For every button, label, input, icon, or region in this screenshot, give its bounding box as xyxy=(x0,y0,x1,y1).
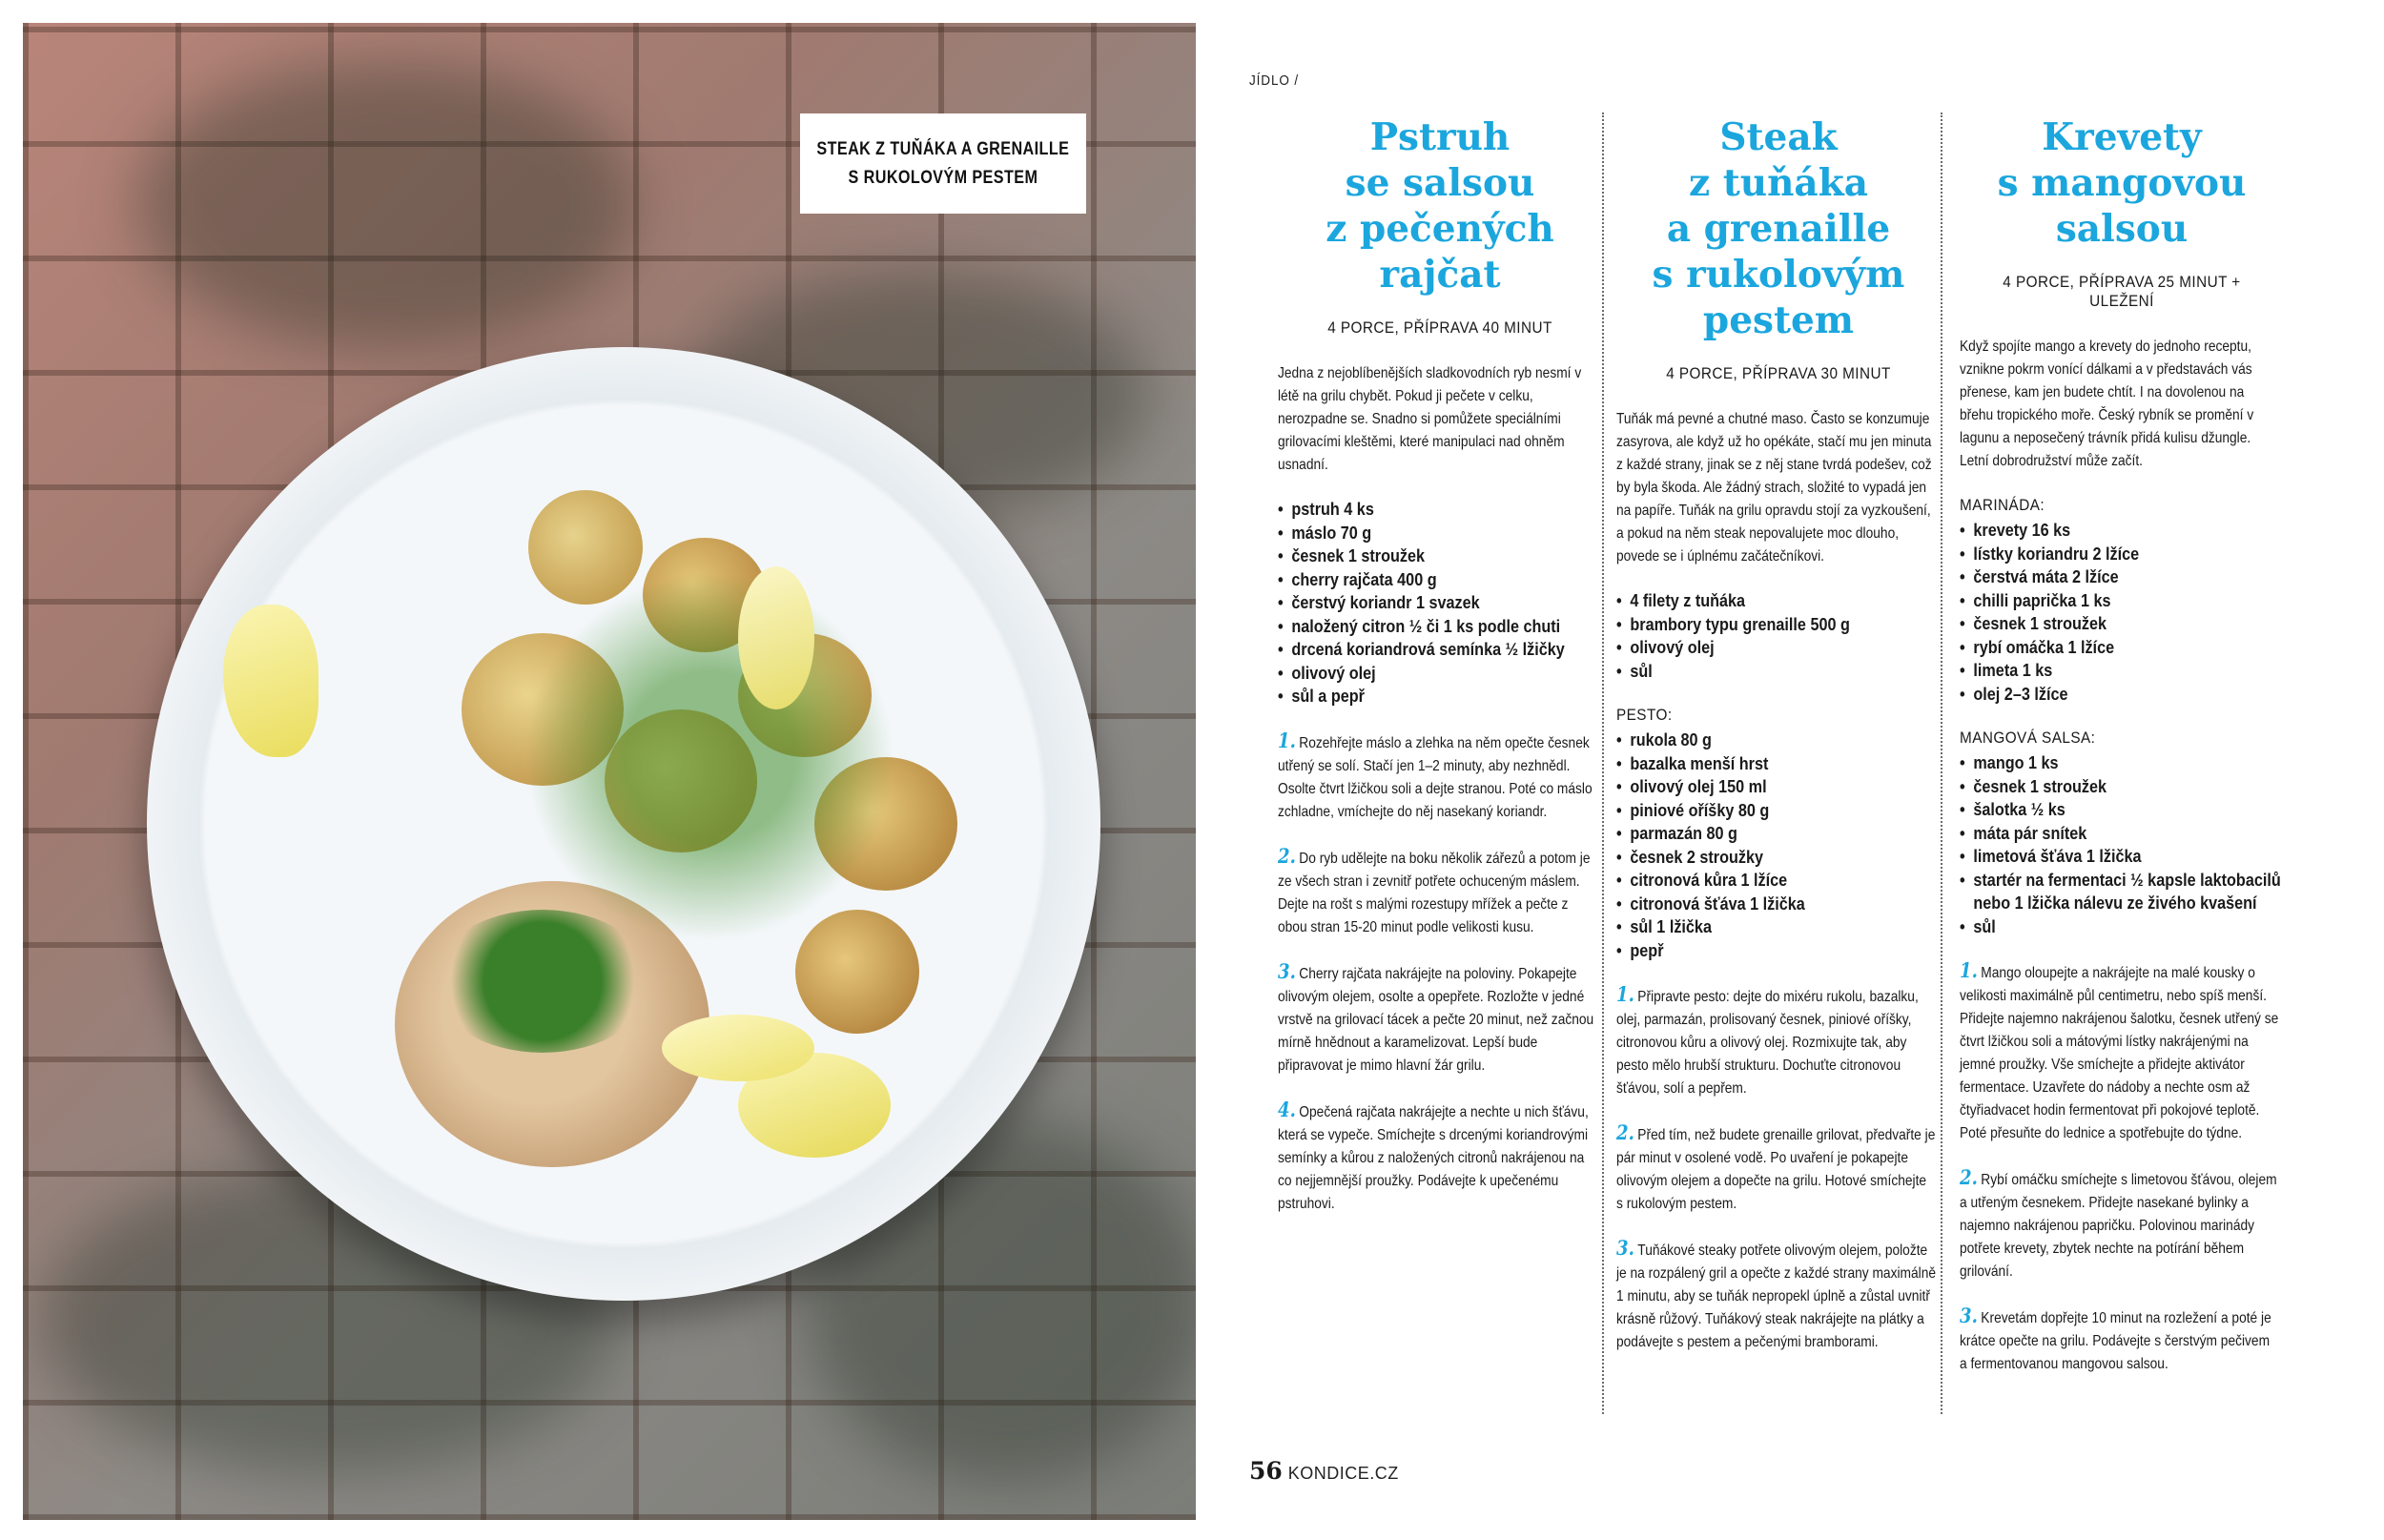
ingredient: • bazalka menší hrst xyxy=(1616,752,1939,776)
photo-caption xyxy=(800,113,1086,214)
ingredient: • lístky koriandru 2 lžíce xyxy=(1960,543,2282,566)
recipe-step: 2. Před tím, než budete grenaille grilovat, předvařte je pár minut v osolené vodě. Po uvaření je pokapejte olivovým olejem a dopečte na grilu. Hotové smíchejte s rukolovým pestem. xyxy=(1616,1120,1936,1212)
recipe-intro: Tuňák má pevné a chutné maso. Často se konzumuje zasyrova, ale když už ho opékáte, stačí mu jen minuta z každé strany, jinak se z něj stane tvrdá podešev, což by byla škoda. Ale žádný strach, složité to vypadá jen na papíře. Tuňák na grilu opravdu stojí za vyzkoušení, a pokud na něm steak nepovalujete moc dlouho, povede se i úplnému začátečníkovi. xyxy=(1616,411,1932,565)
ingredient: • čerstvý koriandr 1 svazek xyxy=(1278,591,1600,615)
ingredient: • piniové oříšky 80 g xyxy=(1616,799,1939,823)
ingredient: • citronová šťáva 1 lžička xyxy=(1616,893,1939,916)
recipe-step: 3. Krevetám dopřejte 10 minut na rozležení a poté je krátce opečte na grilu. Podávejte s čerstvým pečivem a fermentovanou mangovou salsou. xyxy=(1960,1304,2271,1372)
recipe-steak-tunak xyxy=(1616,114,1941,1354)
magazine-name: KONDICE.CZ xyxy=(1287,1464,1399,1483)
recipe-step: 3. Cherry rajčata nakrájejte na poloviny. Pokapejte olivovým olejem, osolte a opepřete. Rozložte v jedné vrstvě na grilovací tácek a pečte 20 minut, než začnou mírně hnědnout a karamelizovat. Lepší bude připravovat je mimo hlavní žár grilu. xyxy=(1278,958,1594,1074)
page-footer xyxy=(1249,1457,1399,1485)
ingredient-group-label: MANGOVÁ SALSA: xyxy=(1960,729,2096,747)
ingredient: • limetová šťáva 1 lžička xyxy=(1960,845,2282,869)
column-divider xyxy=(1941,113,1943,1414)
column-divider xyxy=(1602,113,1605,1414)
ingredient: • brambory typu grenaille 500 g xyxy=(1616,613,1939,637)
pesto-ingredient-list xyxy=(1616,729,1939,962)
recipe-title: Krevety s mangovou salsou xyxy=(1997,115,2247,251)
ingredient: • olivový olej xyxy=(1278,662,1600,686)
food-photo xyxy=(23,23,1196,1520)
recipe-step: 1. Připravte pesto: dejte do mixéru rukolu, bazalku, olej, parmazán, prolisovaný česnek, piniové oříšky, citronovou kůru a olivový olej. Rozmixujte tak, aby pesto mělo hrubší strukturu. Dochuťte citronovou šťávou, solí a pepřem. xyxy=(1616,982,1919,1097)
recipe-portions: 4 PORCE, PŘÍPRAVA 30 MINUT xyxy=(1666,364,1891,382)
ingredient: • 4 filety z tuňáka xyxy=(1616,589,1939,613)
recipe-title: Steak z tuňáka a grenaille s rukolovým pestem xyxy=(1652,115,1905,342)
page-number: 56 xyxy=(1249,1457,1283,1485)
ingredient: • parmazán 80 g xyxy=(1616,822,1939,846)
ingredient: • drcená koriandrová semínka ½ lžičky xyxy=(1278,638,1600,662)
photo-caption-line-2: S RUKOLOVÝM PESTEM xyxy=(848,167,1038,188)
ingredient: • česnek 1 stroužek xyxy=(1960,612,2282,636)
ingredient: • sůl xyxy=(1616,660,1939,684)
recipe-portions: 4 PORCE, PŘÍPRAVA 40 MINUT xyxy=(1327,318,1552,337)
ingredient: • rybí omáčka 1 lžíce xyxy=(1960,636,2282,660)
ingredient: • cherry rajčata 400 g xyxy=(1278,568,1600,592)
ingredient: • šalotka ½ ks xyxy=(1960,798,2282,822)
plate xyxy=(147,347,1100,1301)
section-label: JÍDLO / xyxy=(1249,72,1300,89)
ingredient-group-label: MARINÁDA: xyxy=(1960,496,2045,514)
ingredient: • pstruh 4 ks xyxy=(1278,498,1600,522)
ingredient: • sůl xyxy=(1960,915,2282,939)
recipe-step: 2. Rybí omáčku smíchejte s limetovou šťávou, olejem a utřeným česnekem. Přidejte nasekané bylinky a najemno nakrájenou papričku. Polovinou marinády potřete krevety, zbytek nechte na potírání během grilování. xyxy=(1960,1165,2277,1280)
recipe-krevety xyxy=(1960,114,2284,1376)
ingredient: • pepř xyxy=(1616,939,1939,963)
ingredient: • sůl 1 lžička xyxy=(1616,915,1939,939)
ingredient-list xyxy=(1278,498,1600,708)
ingredient: • mango 1 ks xyxy=(1960,751,2282,775)
recipe-pstruh xyxy=(1278,114,1602,1216)
ingredient-list xyxy=(1616,589,1939,683)
ingredient: • čerstvá máta 2 lžíce xyxy=(1960,565,2282,589)
recipe-step: 1. Mango oloupejte a nakrájejte na malé kousky o velikosti maximálně půl centimetru, nebo spíš menší. Přidejte najemno nakrájenou šalotku, česnek utřený se čtvrt lžičkou soli a mátovými lístky nakrájenými na jemné proužky. Vše smíchejte a přidejte aktivátor fermentace. Uzavřete do nádoby a nechte osm až čtyřiadvacet hodin fermentovat při pokojové teplotě. Poté přesuňte do lednice a spotřebujte do týdne. xyxy=(1960,958,2279,1141)
ingredient: • citronová kůra 1 lžíce xyxy=(1616,869,1939,893)
ingredient: • olivový olej 150 ml xyxy=(1616,775,1939,799)
ingredient: • česnek 2 stroužky xyxy=(1616,846,1939,870)
ingredient: • máta pár snítek xyxy=(1960,822,2282,846)
recipe-step: 3. Tuňákové steaky potřete olivovým olejem, položte je na rozpálený gril a opečte z každé strany maximálně 1 minutu, aby se tuňák nepropekl úplně a zůstal uvnitř krásně růžový. Tuňákový steak nakrájejte na plátky a podávejte s pestem a pečenými bramborami. xyxy=(1616,1236,1936,1350)
ingredient: • startér na fermentaci ½ kapsle laktobacilů nebo 1 lžička nálevu ze živého kvašení xyxy=(1960,869,2282,915)
recipe-portions: 4 PORCE, PŘÍPRAVA 25 MINUT + ULEŽENÍ xyxy=(2003,273,2241,310)
photo-caption-line-1: STEAK Z TUŇÁKA A GRENAILLE xyxy=(816,138,1070,159)
ingredient: • česnek 1 stroužek xyxy=(1278,544,1600,568)
ingredient: • naložený citron ½ či 1 ks podle chuti xyxy=(1278,615,1600,639)
ingredient: • česnek 1 stroužek xyxy=(1960,775,2282,799)
ingredient-group-label: PESTO: xyxy=(1616,706,1673,724)
ingredient: • krevety 16 ks xyxy=(1960,519,2282,543)
recipe-intro: Jedna z nejoblíbenějších sladkovodních ryb nesmí v létě na grilu chybět. Pokud ji pečete v celku, nerozpadne se. Snadno si pomůžete speciálními grilovacími kleštěmi, které manipulaci nad ohněm usnadní. xyxy=(1278,365,1582,473)
recipe-step: 2. Do ryb udělejte na boku několik zářezů a potom je ze všech stran i zevnitř potřete ochuceným máslem. Dejte na rošt s malými rozestupy mřížek a pečte z obou stran 15-20 minut podle velikosti kusu. xyxy=(1278,843,1591,935)
recipe-step: 4. Opečená rajčata nakrájejte a nechte u nich šťávu, která se vypeče. Smíchejte s drcenými koriandrovými semínky a kůrou z naložených citronů nakrájenou na co nejjemnější proužky. Podávejte k upečenému pstruhovi. xyxy=(1278,1097,1589,1212)
recipe-intro: Když spojíte mango a krevety do jednoho receptu, vznikne pokrm vonící dálkami a v představách vás přenese, kam jen budete chtít. I na dovolenou na břehu tropického moře. Český rybník se promění v lagunu a neposečený trávník přidá kulisu džungle. Letní dobrodružství může začít. xyxy=(1960,339,2254,469)
salsa-ingredient-list xyxy=(1960,751,2282,938)
marinade-ingredient-list xyxy=(1960,519,2282,706)
ingredient: • máslo 70 g xyxy=(1278,522,1600,545)
ingredient: • chilli paprička 1 ks xyxy=(1960,589,2282,613)
recipe-title: Pstruh se salsou z pečených rajčat xyxy=(1326,115,1554,297)
ingredient: • rukola 80 g xyxy=(1616,729,1939,752)
recipe-step: 1. Rozehřejte máslo a zlehka na něm opečte česnek utřený se solí. Stačí jen 1–2 minuty, aby nezhnědl. Osolte čtvrt lžičkou soli a dejte stranou. Poté co máslo zchladne, vmíchejte do něj nasekaný koriandr. xyxy=(1278,728,1593,820)
ingredient: • sůl a pepř xyxy=(1278,685,1600,708)
ingredient: • limeta 1 ks xyxy=(1960,659,2282,683)
ingredient: • olivový olej xyxy=(1616,636,1939,660)
ingredient: • olej 2–3 lžíce xyxy=(1960,683,2282,707)
